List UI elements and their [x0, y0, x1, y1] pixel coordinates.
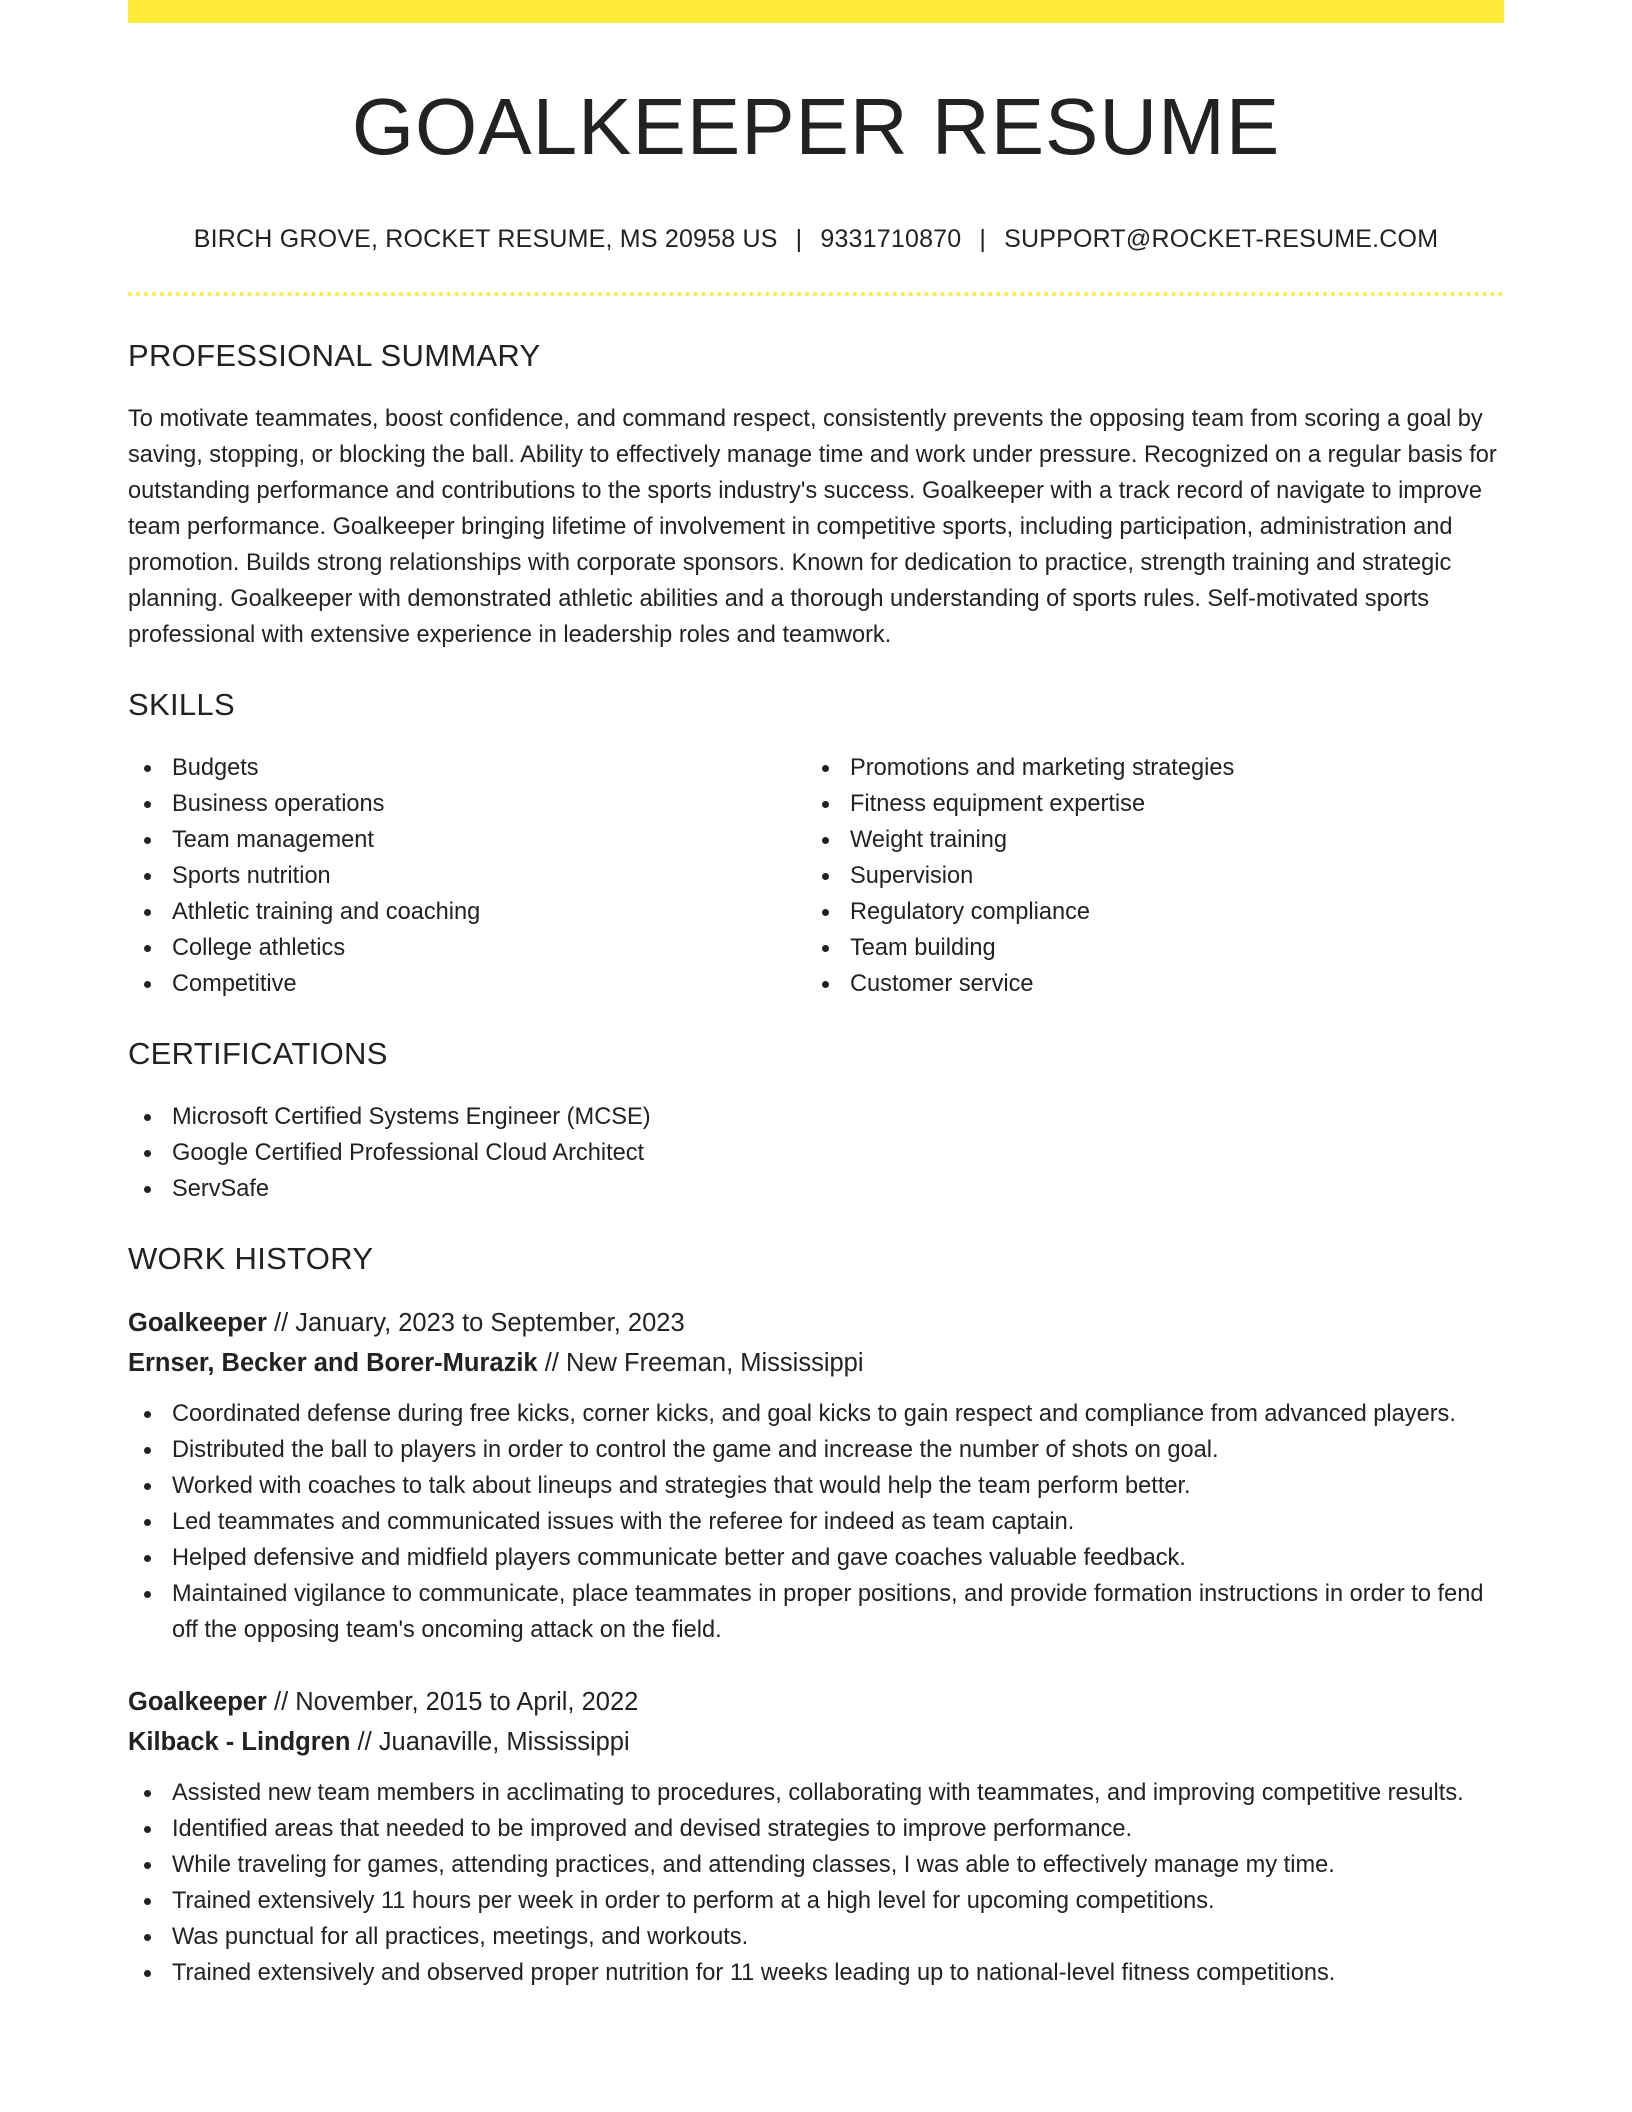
contact-phone: 9331710870: [820, 225, 962, 253]
job-bullet: Helped defensive and midfield players communicate better and gave coaches valuable feedback.: [128, 1540, 1504, 1576]
accent-top-bar: [128, 0, 1504, 23]
job-company: Kilback - Lindgren: [128, 1728, 351, 1756]
certifications-section: [128, 1036, 1504, 1207]
job-bullets: [128, 1396, 1504, 1648]
summary-section: [128, 338, 1504, 653]
contact-separator: |: [795, 225, 803, 253]
job-bullet: Worked with coaches to talk about lineups and strategies that would help the team perform better.: [128, 1468, 1504, 1504]
job-company-line: [128, 1722, 1504, 1762]
job-location: // New Freeman, Mississippi: [544, 1349, 864, 1377]
job-bullet: Was punctual for all practices, meetings, and workouts.: [128, 1919, 1504, 1955]
job-dates: // January, 2023 to September, 2023: [274, 1309, 685, 1337]
contact-email[interactable]: SUPPORT@ROCKET-RESUME.COM: [1004, 225, 1439, 253]
job-bullet: Assisted new team members in acclimating to procedures, collaborating with teammates, and improving competitive results.: [128, 1775, 1504, 1811]
job-title: Goalkeeper: [128, 1688, 267, 1716]
contact-address: BIRCH GROVE, ROCKET RESUME, MS 20958 US: [193, 225, 778, 253]
skill-item: Regulatory compliance: [806, 894, 1484, 930]
job-title-line: [128, 1682, 1504, 1722]
skills-list-right: [806, 750, 1484, 1002]
skill-item: Budgets: [128, 750, 806, 786]
job-bullet: Distributed the ball to players in order to control the game and increase the number of shots on goal.: [128, 1432, 1504, 1468]
skills-columns: [128, 750, 1504, 1002]
certification-item: Microsoft Certified Systems Engineer (MCSE): [128, 1099, 1504, 1135]
section-heading-work-history: WORK HISTORY: [128, 1241, 374, 1276]
skill-item: Fitness equipment expertise: [806, 786, 1484, 822]
job-bullet: While traveling for games, attending practices, and attending classes, I was able to effectively manage my time.: [128, 1847, 1504, 1883]
skill-item: Sports nutrition: [128, 858, 806, 894]
skill-item: Weight training: [806, 822, 1484, 858]
contact-separator: |: [979, 225, 987, 253]
skills-section: [128, 687, 1504, 1002]
section-heading-skills: SKILLS: [128, 687, 235, 722]
job-company: Ernser, Becker and Borer-Murazik: [128, 1349, 538, 1377]
resume-page: [128, 0, 1504, 1991]
certification-item: Google Certified Professional Cloud Architect: [128, 1135, 1504, 1171]
dotted-divider: [128, 292, 1504, 296]
section-heading-certifications: CERTIFICATIONS: [128, 1036, 388, 1071]
section-heading-summary: PROFESSIONAL SUMMARY: [128, 338, 541, 373]
certifications-list: [128, 1099, 1504, 1207]
skill-item: Team management: [128, 822, 806, 858]
skill-item: Customer service: [806, 966, 1484, 1002]
summary-text: To motivate teammates, boost confidence, and command respect, consistently prevents the opposing team from scoring a goal by saving, stopping, or blocking the ball. Ability to effectively manage time and work under pressure. Recognized on a regular basis for outstanding performance and contributions to the sports industry's success. Goalkeeper with a track record of navigate to improve team performance. Goalkeeper bringing lifetime of involvement in competitive sports, including participation, administration and promotion. Builds strong relationships with corporate sponsors. Known for dedication to practice, strength training and strategic planning. Goalkeeper with demonstrated athletic abilities and a thorough understanding of sports rules. Self-motivated sports professional with extensive experience in leadership roles and teamwork.: [128, 406, 1497, 648]
job-title-line: [128, 1303, 1504, 1343]
skill-item: Promotions and marketing strategies: [806, 750, 1484, 786]
skill-item: Athletic training and coaching: [128, 894, 806, 930]
skill-item: Team building: [806, 930, 1484, 966]
certification-item: ServSafe: [128, 1171, 1504, 1207]
contact-line: [128, 225, 1504, 254]
job-bullet: Identified areas that needed to be improved and devised strategies to improve performance.: [128, 1811, 1504, 1847]
job-bullet: Trained extensively 11 hours per week in order to perform at a high level for upcoming competitions.: [128, 1883, 1504, 1919]
skills-list-left: [128, 750, 806, 1002]
skill-item: Business operations: [128, 786, 806, 822]
skill-item: College athletics: [128, 930, 806, 966]
resume-title: GOALKEEPER RESUME: [351, 82, 1281, 171]
job-bullet: Coordinated defense during free kicks, corner kicks, and goal kicks to gain respect and compliance from advanced players.: [128, 1396, 1504, 1432]
job-bullet: Led teammates and communicated issues with the referee for indeed as team captain.: [128, 1504, 1504, 1540]
job-dates: // November, 2015 to April, 2022: [274, 1688, 639, 1716]
job-entry: [128, 1303, 1504, 1648]
job-bullet: Trained extensively and observed proper nutrition for 11 weeks leading up to national-level fitness competitions.: [128, 1955, 1504, 1991]
job-company-line: [128, 1343, 1504, 1383]
job-entry: [128, 1682, 1504, 1991]
skill-item: Competitive: [128, 966, 806, 1002]
work-history-section: [128, 1241, 1504, 1991]
job-bullet: Maintained vigilance to communicate, place teammates in proper positions, and provide formation instructions in order to fend off the opposing team's oncoming attack on the field.: [128, 1576, 1504, 1648]
job-title: Goalkeeper: [128, 1309, 267, 1337]
skill-item: Supervision: [806, 858, 1484, 894]
job-location: // Juanaville, Mississippi: [357, 1728, 630, 1756]
job-bullets: [128, 1775, 1504, 1991]
